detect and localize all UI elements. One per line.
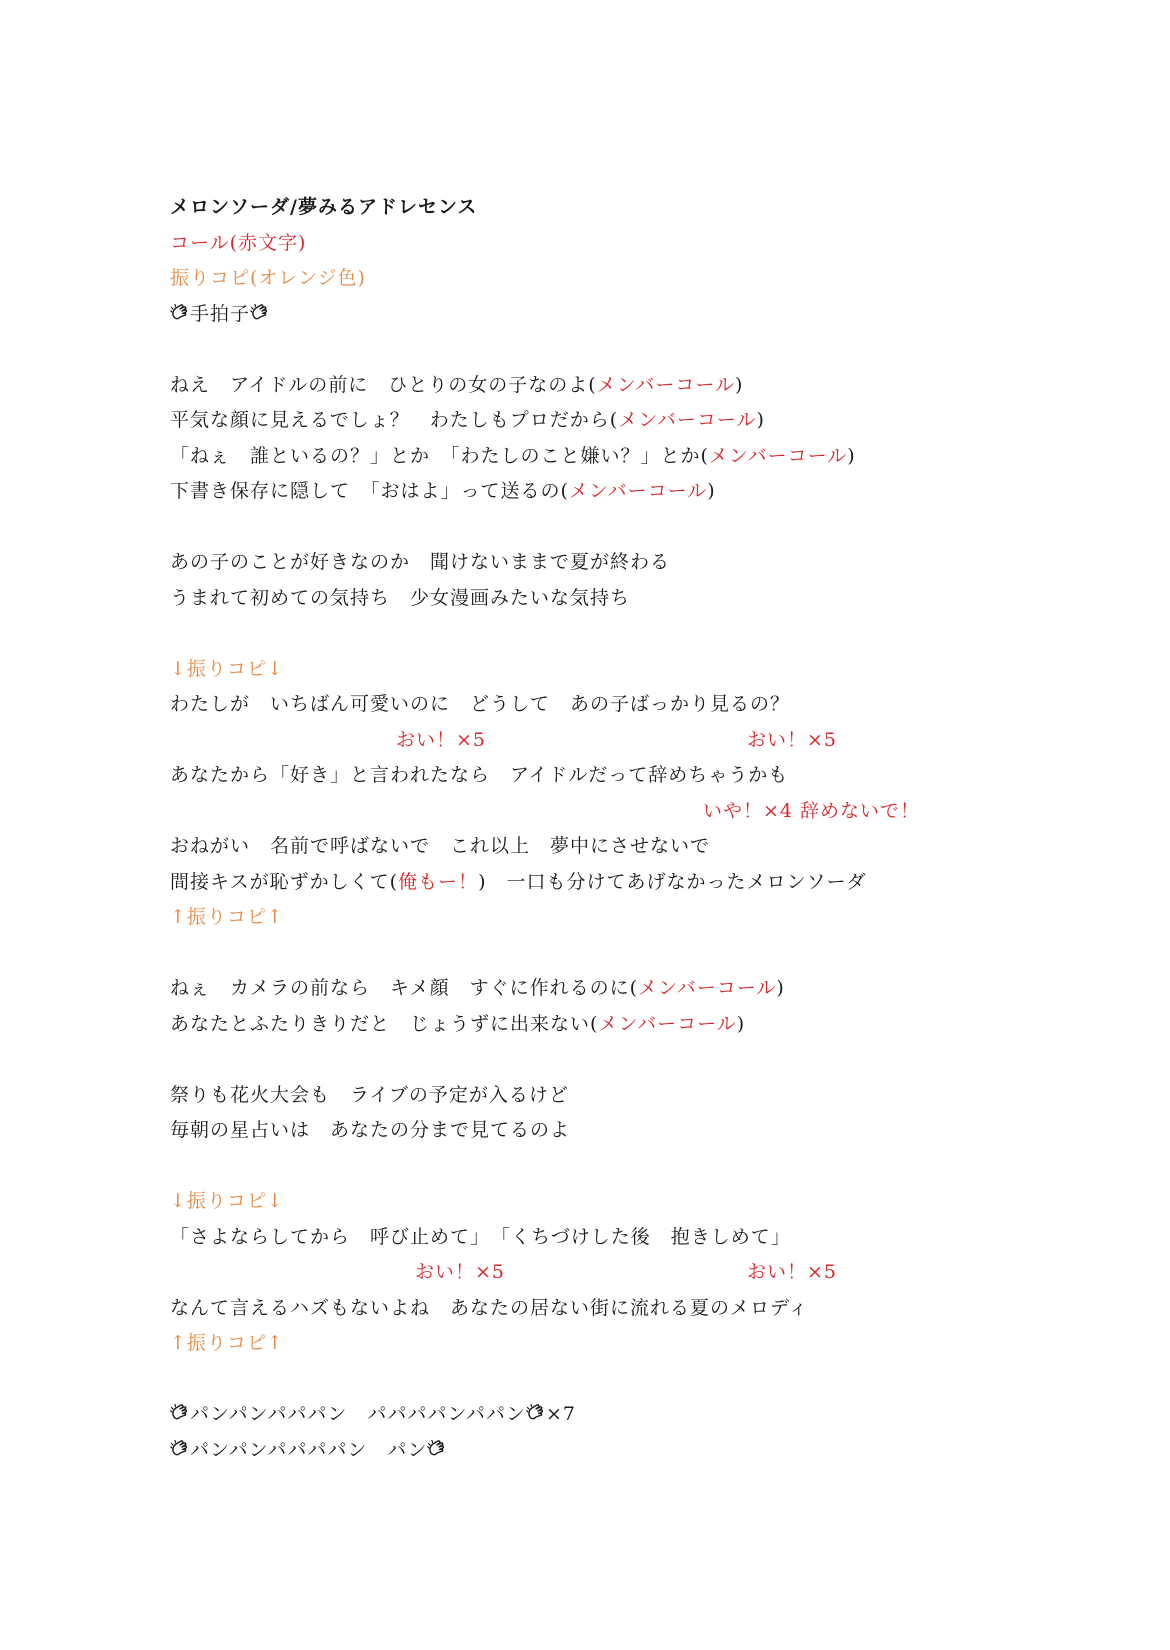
lyric-line [170,865,1130,901]
clapping-hands-icon [526,1403,546,1423]
lyric-text: 「ねぇ 誰といるの？」とか 「わたしのこと嫌い？」とか( [170,444,709,467]
clapping-hands-icon [250,303,270,323]
lyric-line [170,474,1130,510]
furi-start-marker: ↓振りコピ↓ [170,1190,284,1212]
clapping-hands-icon [170,1403,190,1423]
call-text: メンバーコール [568,480,708,502]
lyric-text: 間接キスが恥ずかしくて( [170,870,399,893]
spacer [170,1362,1130,1398]
lyric-line [170,1007,1130,1043]
lyric-text: ) [756,409,765,431]
lyric-text: ) [847,444,856,467]
legend-clap [170,297,1130,333]
spacer [170,332,1130,368]
call-text: 俺もー！ [398,870,479,893]
lyric-line: 「さよならしてから 呼び止めて」 「くちづけした後 抱きしめて」 [170,1225,791,1248]
spacer [170,616,1130,652]
call-row [170,1255,1130,1291]
outro-line [170,1433,1130,1469]
lyric-line: わたしが いちばん可愛いのに どうして あの子ばっかり見るの？ [170,693,791,715]
lyric-line: うまれて初めての気持ち 少女漫画みたいな気持ち [170,586,631,609]
lyric-text: ) [776,977,785,999]
lyric-line [170,403,1130,439]
call-text: おい！×5 [747,1261,838,1283]
call-text: メンバーコール [618,409,757,431]
lyric-line [170,439,1130,475]
lyrics-document [170,190,1130,1468]
lyric-line: 毎朝の星占いは あなたの分まで見てるのよ [170,1119,571,1141]
lyric-line: あの子のことが好きなのか 聞けないままで夏が終わる [170,551,671,573]
call-row [170,723,1130,759]
lyric-line: 祭りも花火大会も ライブの予定が入るけど [170,1083,569,1106]
legend-call: コール(赤文字) [170,231,307,254]
call-text: おい！×5 [415,1261,506,1283]
call-text: メンバーコール [598,1012,737,1035]
furi-end-marker: ↑振りコピ↑ [170,1332,284,1354]
spacer [170,936,1130,972]
lyric-line: なんて言えるハズもないよね あなたの居ない街に流れる夏のメロディ [170,1296,809,1319]
clap-label: 手拍子 [190,302,251,325]
furi-end-marker: ↑振りコピ↑ [170,906,284,928]
call-row [170,794,1130,830]
lyric-line: おねがい 名前で呼ばないで これ以上 夢中にさせないで [170,835,711,857]
call-text: メンバーコール [638,977,777,999]
lyric-line [170,368,1130,404]
call-text: メンバーコール [708,444,848,467]
spacer [170,1149,1130,1185]
legend-furi: 振りコピ(オレンジ色) [170,267,366,289]
lyric-text: ×7 [546,1403,577,1425]
furi-start-marker: ↓振りコピ↓ [170,657,284,680]
lyric-line [170,971,1130,1007]
clapping-hands-icon [170,303,190,323]
call-text: メンバーコール [596,373,736,396]
call-text: おい！×5 [747,728,838,751]
lyric-text: 下書き保存に隠して 「おはよ」って送るの( [170,480,569,502]
call-text: いや！×4 辞めないで！ [703,799,921,822]
lyric-text: ねえ アイドルの前に ひとりの女の子なのよ( [170,373,597,396]
lyric-line: あなたから「好き」と言われたなら アイドルだって辞めちゃうかも [170,764,789,786]
clapping-hands-icon [170,1439,190,1459]
lyric-text: ) [707,480,716,502]
lyric-text: 平気な顔に見えるでしょ？ わたしもプロだから( [170,409,619,431]
clapping-hands-icon [427,1439,447,1459]
lyric-text: ) [735,373,744,396]
spacer [170,510,1130,546]
lyric-text: あなたとふたりきりだと じょうずに出来ない( [170,1012,599,1035]
lyric-text: ねぇ カメラの前なら キメ顔 すぐに作れるのに( [170,977,639,999]
lyric-text: ) [736,1012,746,1035]
lyric-text: パンパンパパパン パパパパンパパン [190,1403,527,1425]
outro-line [170,1397,1130,1433]
song-title: メロンソーダ/夢みるアドレセンス [170,196,478,218]
call-text: おい！×5 [396,728,487,751]
lyric-text: パンパンパパパパン パン [190,1438,428,1461]
lyric-text: ) 一口も分けてあげなかったメロンソーダ [478,870,867,893]
spacer [170,1042,1130,1078]
